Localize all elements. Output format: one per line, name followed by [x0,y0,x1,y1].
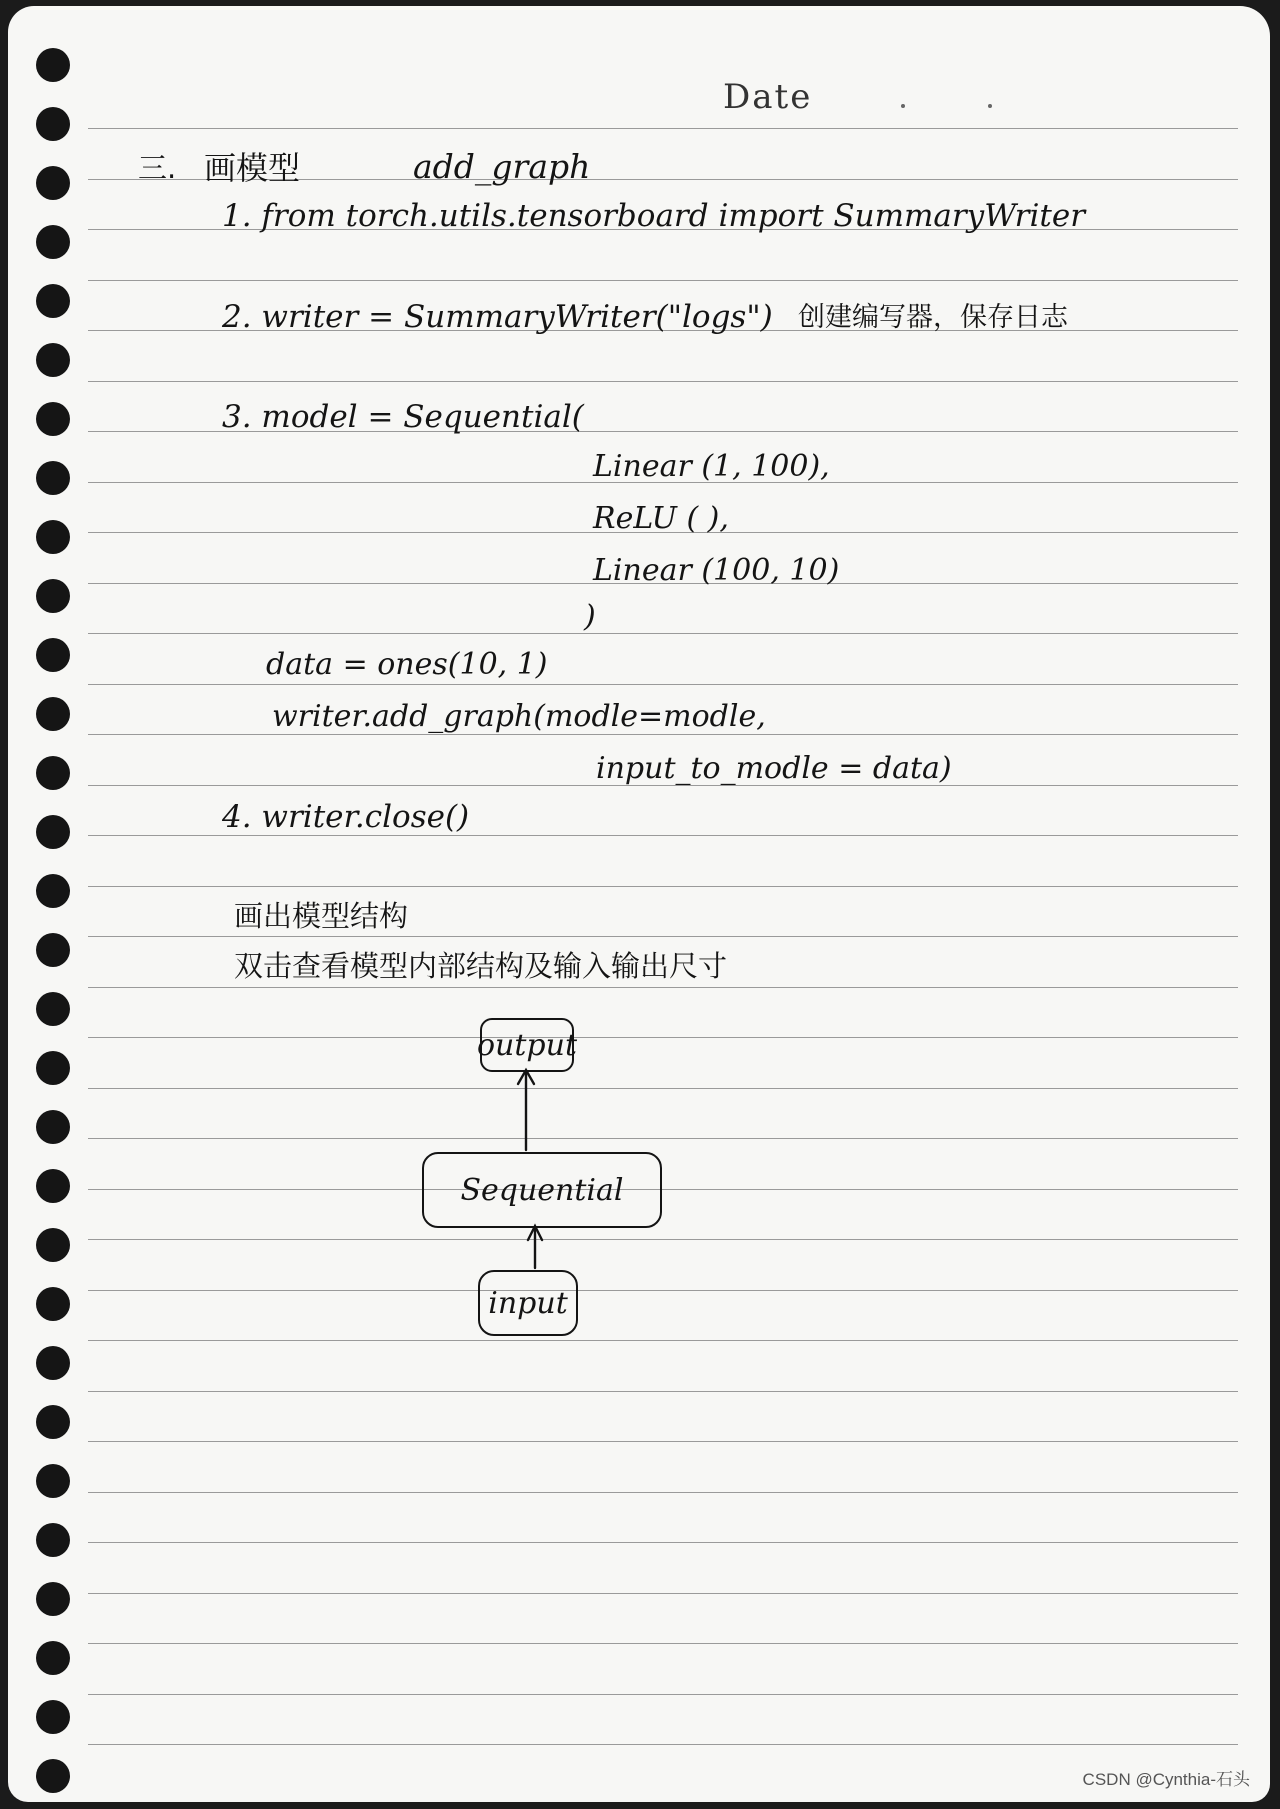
watermark: CSDN @Cynthia-石头 [1082,1770,1250,1789]
close-paren: ) [584,599,596,634]
data-line: data = ones(10, 1) [266,647,548,682]
layer-linear-1: Linear (1, 100), [593,449,830,484]
section-title-cn: 画模型 [204,149,301,187]
add-graph-line-2: input_to_modle = data) [596,751,952,786]
notebook-page [8,6,1270,1802]
note-double-click: 双击查看模型内部结构及输入输出尺寸 [234,949,728,983]
layer-linear-2: Linear (100, 10) [593,553,840,588]
note-draw-structure: 画出模型结构 [234,899,409,933]
section-number: 三. [138,151,177,185]
step-2-writer: 2. writer = SummaryWriter("logs") [222,299,773,335]
output-label: output [476,1027,578,1063]
date-label: Date [723,77,813,117]
step-1-import: 1. from torch.utils.tensorboard import SummaryWriter [222,198,1086,234]
layer-relu: ReLU ( ), [593,501,729,536]
step-4-close: 4. writer.close() [222,799,470,835]
input-label: input [488,1285,568,1321]
diagram-arrows [8,6,1270,1802]
step-2-note: 创建编写器，保存日志 [798,302,1068,333]
add-graph-line-1: writer.add_graph(modle=modle, [272,699,766,734]
section-title-en: add_graph [413,147,591,186]
sequential-label: Sequential [460,1172,624,1208]
step-3-model: 3. model = Sequential( [222,399,584,435]
